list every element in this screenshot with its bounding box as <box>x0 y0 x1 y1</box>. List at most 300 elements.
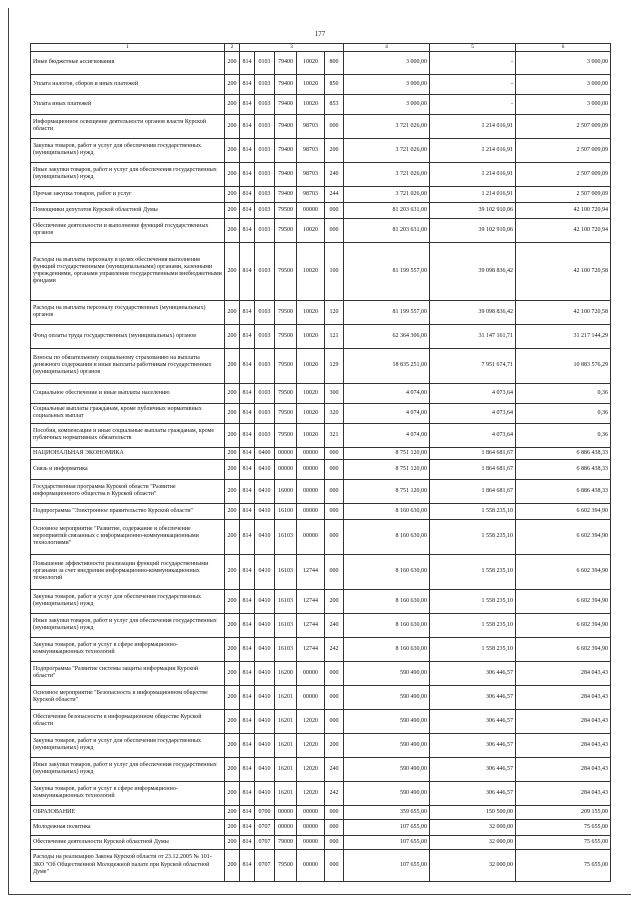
row-code: 00000 <box>297 849 325 881</box>
table-row <box>31 613 611 637</box>
row-value-6: 6 602 394,90 <box>516 637 611 661</box>
table-row <box>31 685 611 709</box>
row-value-6: 42 100 720,94 <box>516 202 611 218</box>
row-code: 12744 <box>297 554 325 589</box>
row-name: Иные закупки товаров, работ и услуг для обеспечения государственных (муниципальных) нужд <box>31 162 225 186</box>
table-row <box>31 519 611 554</box>
row-code: 000 <box>325 519 344 554</box>
row-value-5: - <box>430 51 516 74</box>
row-value-6: 6 602 394,90 <box>516 519 611 554</box>
row-value-5: - <box>430 94 516 114</box>
row-value-5: 4 073,64 <box>430 383 516 403</box>
row-value-6: 0,36 <box>516 383 611 403</box>
header-col-1: 1 <box>31 44 225 52</box>
row-code: 16100 <box>275 503 297 519</box>
row-code: 0410 <box>255 519 275 554</box>
table-body <box>31 51 611 881</box>
table-row <box>31 162 611 186</box>
row-value-6: 6 886 438,33 <box>516 447 611 459</box>
row-value-5: 32 000,00 <box>430 819 516 835</box>
row-value-6: 0,36 <box>516 403 611 423</box>
row-code: 0103 <box>255 242 275 300</box>
row-name: Расходы на выплаты персоналу государственных (муниципальных) органов <box>31 300 225 324</box>
row-code: 853 <box>325 94 344 114</box>
row-value-6: 3 000,00 <box>516 74 611 94</box>
row-code: 200 <box>225 637 240 661</box>
row-value-4: 107 655,00 <box>344 835 430 849</box>
row-name: Обеспечение безопасности в информационном обществе Курской области <box>31 709 225 733</box>
row-code: 0103 <box>255 403 275 423</box>
row-code: 0410 <box>255 459 275 479</box>
row-code: 000 <box>325 479 344 503</box>
row-code: 00000 <box>297 661 325 685</box>
row-value-4: 8 751 120,00 <box>344 447 430 459</box>
row-value-4: 18 835 251,00 <box>344 348 430 383</box>
row-code: 0103 <box>255 383 275 403</box>
row-code: 200 <box>225 423 240 447</box>
row-code: 98703 <box>297 162 325 186</box>
row-name: НАЦИОНАЛЬНАЯ ЭКОНОМИКА <box>31 447 225 459</box>
row-code: 79400 <box>275 51 297 74</box>
row-code: 10020 <box>297 383 325 403</box>
row-name: Молодежная политика <box>31 819 225 835</box>
row-value-4: 4 074,00 <box>344 403 430 423</box>
table-row <box>31 300 611 324</box>
row-code: 814 <box>240 661 255 685</box>
row-value-6: 2 507 009,09 <box>516 186 611 202</box>
row-code: 200 <box>225 300 240 324</box>
row-code: 200 <box>225 138 240 162</box>
row-code: 000 <box>325 218 344 242</box>
row-code: 200 <box>225 589 240 613</box>
table-row <box>31 348 611 383</box>
table-row <box>31 781 611 805</box>
row-code: 79500 <box>275 202 297 218</box>
row-code: 200 <box>225 74 240 94</box>
row-value-6: 75 655,00 <box>516 819 611 835</box>
row-code: 814 <box>240 733 255 757</box>
table-row <box>31 186 611 202</box>
table-row <box>31 835 611 849</box>
row-code: 00000 <box>275 819 297 835</box>
row-code: 0410 <box>255 589 275 613</box>
row-code: 814 <box>240 479 255 503</box>
row-code: 16201 <box>275 733 297 757</box>
row-code: 0103 <box>255 423 275 447</box>
table-row <box>31 661 611 685</box>
row-name: Закупка товаров, работ и услуг в сфере информационно-коммуникационных технологий <box>31 637 225 661</box>
table-row <box>31 202 611 218</box>
row-code: 0707 <box>255 819 275 835</box>
row-code: 129 <box>325 348 344 383</box>
row-code: 814 <box>240 519 255 554</box>
row-value-4: 81 203 631,00 <box>344 218 430 242</box>
row-value-5: 32 000,00 <box>430 835 516 849</box>
row-code: 79500 <box>275 242 297 300</box>
row-code: 000 <box>325 459 344 479</box>
row-code: 200 <box>325 589 344 613</box>
row-code: 16201 <box>275 781 297 805</box>
row-code: 000 <box>325 554 344 589</box>
row-code: 200 <box>225 805 240 819</box>
row-value-5: 306 446,57 <box>430 685 516 709</box>
row-code: 000 <box>325 709 344 733</box>
row-value-4: 3 721 026,00 <box>344 162 430 186</box>
row-code: 10020 <box>297 300 325 324</box>
row-value-5: 39 098 836,42 <box>430 300 516 324</box>
row-value-5: 39 098 836,42 <box>430 242 516 300</box>
row-code: 200 <box>225 479 240 503</box>
row-value-5: 1 558 235,10 <box>430 589 516 613</box>
row-value-6: 6 602 394,90 <box>516 554 611 589</box>
row-code: 814 <box>240 138 255 162</box>
row-code: 0410 <box>255 637 275 661</box>
row-code: 200 <box>225 519 240 554</box>
row-code: 814 <box>240 74 255 94</box>
row-value-5: 7 951 674,71 <box>430 348 516 383</box>
row-value-5: 31 147 161,71 <box>430 324 516 348</box>
row-code: 814 <box>240 819 255 835</box>
row-code: 16201 <box>275 757 297 781</box>
row-value-5: 306 446,57 <box>430 781 516 805</box>
row-value-4: 8 160 630,00 <box>344 503 430 519</box>
row-code: 200 <box>325 733 344 757</box>
row-name: Фонд оплаты труда государственных (муниципальных) органов <box>31 324 225 348</box>
row-value-5: 1 864 681,67 <box>430 479 516 503</box>
budget-table <box>30 43 611 882</box>
row-name: Обеспечение деятельности Курской областной Думы <box>31 835 225 849</box>
row-code: 10020 <box>297 94 325 114</box>
row-value-6: 75 655,00 <box>516 835 611 849</box>
row-value-4: 8 160 630,00 <box>344 519 430 554</box>
row-value-6: 284 043,43 <box>516 757 611 781</box>
row-code: 814 <box>240 383 255 403</box>
row-value-6: 6 602 394,90 <box>516 613 611 637</box>
row-code: 000 <box>325 819 344 835</box>
table-row <box>31 479 611 503</box>
row-code: 200 <box>225 162 240 186</box>
row-code: 12020 <box>297 757 325 781</box>
row-name: Взносы по обязательному социальному страхованию на выплаты денежного содержания и иные выплаты работникам государственных (муниципальных) органов <box>31 348 225 383</box>
row-code: 240 <box>325 162 344 186</box>
row-code: 0410 <box>255 685 275 709</box>
row-code: 00000 <box>275 805 297 819</box>
row-code: 000 <box>325 114 344 138</box>
row-code: 16103 <box>275 613 297 637</box>
row-code: 814 <box>240 242 255 300</box>
row-code: 200 <box>225 324 240 348</box>
row-code: 300 <box>325 383 344 403</box>
row-code: 0103 <box>255 186 275 202</box>
row-value-4: 590 490,00 <box>344 733 430 757</box>
table-row <box>31 383 611 403</box>
row-code: 0103 <box>255 202 275 218</box>
row-name: Основное мероприятие "Безопасность в информационном обществе Курской области" <box>31 685 225 709</box>
row-name: Закупка товаров, работ и услуг в сфере информационно-коммуникационных технологий <box>31 781 225 805</box>
row-value-4: 8 751 120,00 <box>344 459 430 479</box>
row-name: Пособия, компенсации и иные социальные выплаты гражданам, кроме публичных нормативных обязательств <box>31 423 225 447</box>
row-value-6: 42 100 720,58 <box>516 242 611 300</box>
table-row <box>31 218 611 242</box>
row-value-6: 75 655,00 <box>516 849 611 881</box>
row-code: 12744 <box>297 613 325 637</box>
row-value-4: 81 203 631,00 <box>344 202 430 218</box>
row-code: 814 <box>240 300 255 324</box>
row-code: 00000 <box>297 805 325 819</box>
table-row <box>31 324 611 348</box>
row-code: 00000 <box>297 479 325 503</box>
row-name: Закупка товаров, работ и услуг для обеспечения государственных (муниципальных) нужд <box>31 589 225 613</box>
header-col-5: 5 <box>430 44 516 52</box>
row-value-6: 6 886 438,33 <box>516 479 611 503</box>
row-code: 79500 <box>275 383 297 403</box>
row-code: 814 <box>240 51 255 74</box>
row-value-6: 3 000,00 <box>516 94 611 114</box>
row-code: 200 <box>225 51 240 74</box>
table-row <box>31 589 611 613</box>
row-value-4: 107 655,00 <box>344 849 430 881</box>
row-code: 0103 <box>255 94 275 114</box>
row-code: 10020 <box>297 51 325 74</box>
row-code: 814 <box>240 114 255 138</box>
table-row <box>31 757 611 781</box>
row-code: 814 <box>240 554 255 589</box>
row-code: 200 <box>225 733 240 757</box>
row-code: 0103 <box>255 300 275 324</box>
row-value-5: - <box>430 74 516 94</box>
row-value-5: 1 558 235,10 <box>430 637 516 661</box>
row-code: 200 <box>225 186 240 202</box>
row-code: 10020 <box>297 324 325 348</box>
row-code: 814 <box>240 218 255 242</box>
row-code: 0410 <box>255 709 275 733</box>
row-code: 200 <box>225 202 240 218</box>
row-code: 121 <box>325 324 344 348</box>
row-value-5: 1 214 016,91 <box>430 114 516 138</box>
row-code: 0410 <box>255 781 275 805</box>
row-name: Социальное обеспечение и иные выплаты населению <box>31 383 225 403</box>
row-code: 814 <box>240 202 255 218</box>
row-code: 0103 <box>255 162 275 186</box>
table-row <box>31 503 611 519</box>
table-row <box>31 805 611 819</box>
row-value-5: 32 000,00 <box>430 849 516 881</box>
row-code: 98703 <box>297 114 325 138</box>
row-code: 200 <box>225 709 240 733</box>
row-code: 200 <box>225 459 240 479</box>
row-code: 10020 <box>297 242 325 300</box>
row-code: 16200 <box>275 661 297 685</box>
row-value-6: 6 602 394,90 <box>516 503 611 519</box>
row-name: Расходы на реализацию Закона Курской области от 23.12.2005 № 101-ЗКО "Об Общественной Молодежной палате при Курской областной Думе" <box>31 849 225 881</box>
row-value-6: 284 043,43 <box>516 709 611 733</box>
row-code: 242 <box>325 781 344 805</box>
row-code: 0400 <box>255 447 275 459</box>
row-code: 814 <box>240 459 255 479</box>
row-code: 814 <box>240 849 255 881</box>
row-code: 79500 <box>275 348 297 383</box>
row-value-6: 42 100 720,58 <box>516 300 611 324</box>
row-code: 00000 <box>297 459 325 479</box>
row-code: 814 <box>240 348 255 383</box>
row-code: 98703 <box>297 138 325 162</box>
row-value-4: 4 074,00 <box>344 383 430 403</box>
row-code: 00000 <box>275 447 297 459</box>
row-code: 200 <box>225 819 240 835</box>
row-code: 79400 <box>275 74 297 94</box>
row-value-4: 107 655,00 <box>344 819 430 835</box>
row-code: 850 <box>325 74 344 94</box>
header-col-4: 4 <box>344 44 430 52</box>
row-value-4: 590 490,00 <box>344 709 430 733</box>
row-name: Помощники депутатов Курской областной Думы <box>31 202 225 218</box>
row-code: 000 <box>325 503 344 519</box>
row-value-6: 10 883 576,29 <box>516 348 611 383</box>
row-name: Социальные выплаты гражданам, кроме публичных нормативных социальных выплат <box>31 403 225 423</box>
row-code: 98703 <box>297 186 325 202</box>
row-code: 0103 <box>255 74 275 94</box>
row-value-6: 2 507 009,09 <box>516 114 611 138</box>
row-code: 79400 <box>275 94 297 114</box>
row-name: Государственная программа Курской области "Развитие информационного общества в Курской области" <box>31 479 225 503</box>
row-code: 814 <box>240 709 255 733</box>
table-row <box>31 637 611 661</box>
row-code: 16201 <box>275 709 297 733</box>
row-name: Повышение эффективности реализации функций государственными органами за счет внедрения информационно-коммуникационных технологий <box>31 554 225 589</box>
row-code: 200 <box>225 781 240 805</box>
row-code: 79500 <box>275 423 297 447</box>
row-value-4: 3 721 026,00 <box>344 138 430 162</box>
row-code: 0103 <box>255 218 275 242</box>
row-name: Иные закупки товаров, работ и услуг для обеспечения государственных (муниципальных) нужд <box>31 613 225 637</box>
row-value-6: 2 507 009,09 <box>516 162 611 186</box>
row-code: 200 <box>225 114 240 138</box>
row-code: 120 <box>325 300 344 324</box>
row-code: 0103 <box>255 324 275 348</box>
row-code: 200 <box>225 447 240 459</box>
row-code: 800 <box>325 51 344 74</box>
row-code: 814 <box>240 503 255 519</box>
table-row <box>31 554 611 589</box>
row-code: 320 <box>325 403 344 423</box>
table-row <box>31 74 611 94</box>
row-name: Прочая закупка товаров, работ и услуг <box>31 186 225 202</box>
row-code: 16103 <box>275 589 297 613</box>
row-value-5: 306 446,57 <box>430 709 516 733</box>
row-value-4: 81 199 557,00 <box>344 242 430 300</box>
row-value-5: 4 073,64 <box>430 423 516 447</box>
row-value-5: 306 446,57 <box>430 757 516 781</box>
row-value-5: 1 558 235,10 <box>430 503 516 519</box>
row-code: 10020 <box>297 348 325 383</box>
row-value-5: 1 864 681,67 <box>430 459 516 479</box>
row-code: 00000 <box>297 519 325 554</box>
row-code: 12020 <box>297 733 325 757</box>
row-value-4: 8 160 630,00 <box>344 613 430 637</box>
row-code: 200 <box>225 661 240 685</box>
table-row <box>31 447 611 459</box>
row-value-5: 1 558 235,10 <box>430 519 516 554</box>
row-value-6: 6 886 438,33 <box>516 459 611 479</box>
row-value-4: 3 000,00 <box>344 74 430 94</box>
table-row <box>31 849 611 881</box>
row-code: 814 <box>240 835 255 849</box>
row-code: 79400 <box>275 114 297 138</box>
row-value-5: 1 214 016,91 <box>430 138 516 162</box>
table-row <box>31 138 611 162</box>
row-code: 79500 <box>275 324 297 348</box>
table-row <box>31 403 611 423</box>
row-code: 814 <box>240 781 255 805</box>
row-code: 000 <box>325 202 344 218</box>
row-value-4: 3 000,00 <box>344 51 430 74</box>
row-code: 200 <box>225 503 240 519</box>
row-code: 0410 <box>255 479 275 503</box>
row-value-6: 284 043,43 <box>516 685 611 709</box>
row-code: 000 <box>325 685 344 709</box>
table-row <box>31 819 611 835</box>
row-code: 0410 <box>255 554 275 589</box>
row-code: 814 <box>240 94 255 114</box>
row-name: Уплата налогов, сборов и иных платежей <box>31 74 225 94</box>
row-name: Связь и информатика <box>31 459 225 479</box>
row-code: 0410 <box>255 757 275 781</box>
row-value-4: 3 721 026,00 <box>344 114 430 138</box>
row-value-4: 8 160 630,00 <box>344 589 430 613</box>
row-name: Обеспечение деятельности и выполнение функций государственных органов <box>31 218 225 242</box>
row-code: 0103 <box>255 348 275 383</box>
row-code: 0103 <box>255 114 275 138</box>
row-code: 814 <box>240 757 255 781</box>
row-code: 00000 <box>297 503 325 519</box>
row-value-4: 590 490,00 <box>344 685 430 709</box>
row-code: 00000 <box>297 685 325 709</box>
row-code: 240 <box>325 613 344 637</box>
row-code: 814 <box>240 637 255 661</box>
row-value-4: 8 751 120,00 <box>344 479 430 503</box>
row-code: 12744 <box>297 637 325 661</box>
row-code: 242 <box>325 637 344 661</box>
row-code: 0410 <box>255 503 275 519</box>
row-code: 200 <box>225 218 240 242</box>
row-code: 12020 <box>297 781 325 805</box>
row-value-4: 62 364 306,00 <box>344 324 430 348</box>
row-code: 79400 <box>275 186 297 202</box>
header-row <box>31 44 611 52</box>
row-code: 200 <box>225 348 240 383</box>
row-value-5: 306 446,57 <box>430 661 516 685</box>
row-value-4: 3 721 026,00 <box>344 186 430 202</box>
row-value-5: 1 214 016,91 <box>430 186 516 202</box>
row-code: 200 <box>225 849 240 881</box>
row-name: Расходы на выплаты персоналу в целях обеспечения выполнения функций государственными (муниципальными) органами, казенными учреждениями, органами управления государственными внебюджетными фондами <box>31 242 225 300</box>
row-code: 244 <box>325 186 344 202</box>
row-code: 0410 <box>255 661 275 685</box>
row-code: 200 <box>225 94 240 114</box>
row-code: 000 <box>325 805 344 819</box>
row-code: 79500 <box>275 403 297 423</box>
row-code: 10020 <box>297 403 325 423</box>
row-value-5: 306 446,57 <box>430 733 516 757</box>
row-value-4: 590 490,00 <box>344 757 430 781</box>
row-name: Подпрограмма "Электронное правительство Курской области" <box>31 503 225 519</box>
row-value-5: 1 558 235,10 <box>430 554 516 589</box>
row-value-6: 31 217 144,29 <box>516 324 611 348</box>
row-value-4: 8 160 630,00 <box>344 637 430 661</box>
row-code: 00000 <box>297 819 325 835</box>
row-code: 200 <box>225 383 240 403</box>
row-code: 200 <box>225 613 240 637</box>
